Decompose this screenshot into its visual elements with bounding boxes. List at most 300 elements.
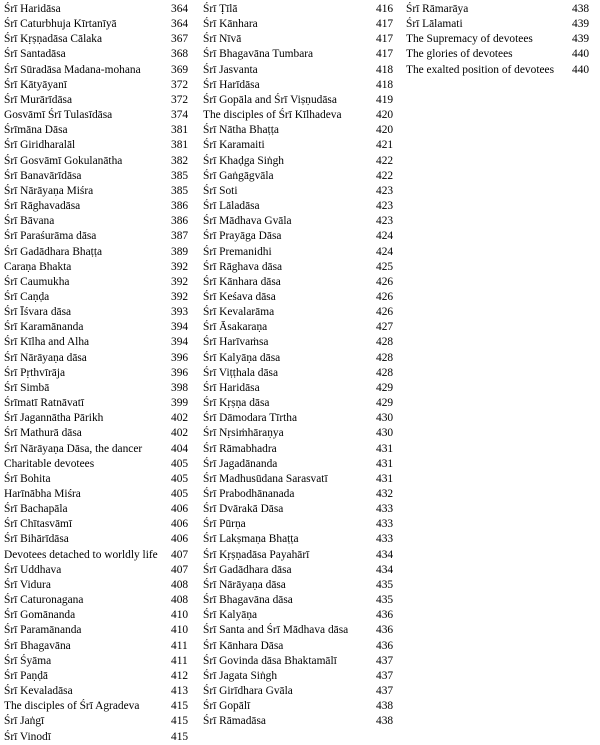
index-entry bbox=[203, 714, 406, 729]
entry-page: 416 bbox=[376, 3, 394, 15]
entry-page: 422 bbox=[376, 169, 394, 182]
index-entry bbox=[4, 411, 203, 426]
entry-page: 410 bbox=[171, 624, 189, 637]
entry-title: Śrī Gadādhara Bhaṭṭa bbox=[4, 245, 103, 258]
entry-page: 437 bbox=[376, 669, 394, 682]
index-entry bbox=[203, 108, 406, 123]
entry-page: 381 bbox=[171, 124, 189, 137]
entry-title: Śrīmatī Ratnāvatī bbox=[4, 397, 85, 410]
index-column-3 bbox=[406, 2, 600, 78]
index-entry bbox=[4, 730, 203, 745]
entry-page: 402 bbox=[171, 412, 189, 425]
index-entry bbox=[4, 366, 203, 381]
index-entry bbox=[4, 714, 203, 729]
entry-page: 420 bbox=[376, 124, 394, 137]
entry-page: 394 bbox=[171, 321, 189, 334]
entry-page: 435 bbox=[376, 594, 394, 607]
entry-page: 426 bbox=[376, 275, 394, 288]
entry-page: 428 bbox=[376, 366, 394, 379]
entry-title: Śrī Bachapāla bbox=[4, 503, 68, 516]
entry-title: Śrī Mādhava Gvāla bbox=[203, 215, 292, 228]
index-entry bbox=[203, 593, 406, 608]
entry-title: Śrī Pūrṇa bbox=[203, 518, 246, 531]
index-entry bbox=[4, 78, 203, 93]
entry-page: 404 bbox=[171, 442, 189, 455]
entry-page: 433 bbox=[376, 503, 394, 516]
index-entry bbox=[4, 593, 203, 608]
index-entry bbox=[203, 563, 406, 578]
index-entry bbox=[4, 47, 203, 62]
entry-page: 413 bbox=[171, 685, 189, 698]
index-entry bbox=[203, 154, 406, 169]
index-entry bbox=[406, 17, 600, 32]
index-entry bbox=[203, 396, 406, 411]
entry-title: Śrī Nārāyaṇa Miśra bbox=[4, 184, 94, 197]
entry-page: 418 bbox=[376, 63, 394, 76]
index-entry bbox=[203, 532, 406, 547]
entry-page: 434 bbox=[376, 548, 394, 561]
entry-page: 433 bbox=[376, 533, 394, 546]
entry-page: 437 bbox=[376, 685, 394, 698]
entry-page: 369 bbox=[171, 63, 189, 76]
index-entry bbox=[203, 548, 406, 563]
index-entry bbox=[4, 214, 203, 229]
entry-title: Śrī Kṛṣṇadāsa Payahārī bbox=[203, 548, 310, 561]
entry-page: 410 bbox=[171, 609, 189, 622]
index-entry bbox=[4, 2, 203, 17]
entry-title: Śrī Gopālī bbox=[203, 700, 251, 713]
entry-title: Śrī Īśvara dāsa bbox=[4, 306, 72, 319]
entry-title: Śrī Bhagavāna dāsa bbox=[203, 594, 293, 607]
entry-title: Śrī Paraśurāma dāsa bbox=[4, 230, 97, 243]
entry-page: 425 bbox=[376, 260, 394, 273]
index-entry bbox=[4, 608, 203, 623]
entry-title: Śrī Gomānanda bbox=[4, 609, 76, 622]
entry-title: Śrī Kevalarāma bbox=[203, 306, 275, 319]
entry-title: Śrī Santadāsa bbox=[4, 48, 66, 61]
index-entry bbox=[4, 472, 203, 487]
entry-title: Śrī Banavārīdāsa bbox=[4, 169, 82, 182]
entry-title: Śrī Gaṅgāgvāla bbox=[203, 169, 274, 182]
index-entry bbox=[203, 184, 406, 199]
index-entry bbox=[406, 63, 600, 78]
entry-page: 423 bbox=[376, 184, 394, 197]
entry-page: 392 bbox=[171, 290, 189, 303]
entry-page: 423 bbox=[376, 200, 394, 213]
entry-title: Śrī Gadādhara dāsa bbox=[203, 563, 292, 576]
entry-title: Śrī Khaḍga Siṅgh bbox=[203, 154, 284, 167]
index-entry bbox=[4, 563, 203, 578]
index-entry bbox=[4, 487, 203, 502]
entry-title: Śrī Kānhara Dāsa bbox=[203, 639, 284, 652]
index-entry bbox=[203, 578, 406, 593]
index-entry bbox=[203, 93, 406, 108]
entry-title: Gosvāmī Śrī Tulasīdāsa bbox=[4, 109, 113, 122]
entry-page: 436 bbox=[376, 639, 394, 652]
entry-title: Śrī Caturonagana bbox=[4, 594, 84, 607]
entry-title: Śrī Rāghava dāsa bbox=[203, 260, 283, 273]
entry-title: Śrīmāna Dāsa bbox=[4, 124, 68, 137]
entry-page: 434 bbox=[376, 563, 394, 576]
index-entry bbox=[4, 229, 203, 244]
entry-title: Śrī Caṇḍa bbox=[4, 290, 50, 303]
entry-title: Śrī Śyāma bbox=[4, 654, 52, 667]
entry-title: Śrī Chītasvāmī bbox=[4, 518, 73, 531]
entry-title: Śrī Gopāla and Śrī Viṣṇudāsa bbox=[203, 93, 337, 106]
index-entry bbox=[4, 639, 203, 654]
entry-title: Śrī Premanidhi bbox=[203, 245, 272, 258]
entry-page: 382 bbox=[171, 154, 189, 167]
entry-title: Śrī Āsakaraṇa bbox=[203, 321, 268, 334]
entry-page: 405 bbox=[171, 488, 189, 500]
entry-page: 393 bbox=[171, 306, 189, 319]
entry-title: Śrī Soti bbox=[203, 184, 238, 197]
entry-page: 419 bbox=[376, 93, 394, 106]
entry-title: Śrī Dvārakā Dāsa bbox=[203, 503, 284, 516]
index-entry bbox=[4, 32, 203, 47]
index-entry bbox=[4, 396, 203, 411]
index-entry bbox=[203, 63, 406, 78]
index-entry bbox=[203, 169, 406, 184]
index-entry bbox=[4, 108, 203, 123]
entry-title: Śrī Bhagavāna bbox=[4, 639, 71, 652]
index-entry bbox=[4, 335, 203, 350]
entry-page: 385 bbox=[171, 169, 189, 182]
entry-title: Śrī Harīdāsa bbox=[203, 78, 260, 91]
entry-title: Śrī Rāmadāsa bbox=[203, 715, 266, 728]
entry-title: Śrī Keśava dāsa bbox=[203, 290, 276, 303]
entry-title: Śrī Govinda dāsa Bhaktamālī bbox=[203, 654, 337, 667]
entry-page: 372 bbox=[171, 93, 189, 106]
index-entry bbox=[203, 669, 406, 684]
index-entry bbox=[203, 275, 406, 290]
entry-title: Śrī Murārīdāsa bbox=[4, 93, 73, 106]
index-entry bbox=[4, 123, 203, 138]
entry-page: 431 bbox=[376, 442, 394, 455]
entry-title: Śrī Rāmabhadra bbox=[203, 442, 277, 455]
entry-title: Śrī Kalyāṇa bbox=[203, 609, 258, 622]
entry-page: 429 bbox=[376, 397, 394, 410]
index-entry bbox=[4, 457, 203, 472]
entry-title: Śrī Bihārīdāsa bbox=[4, 533, 69, 546]
entry-page: 407 bbox=[171, 563, 189, 576]
entry-title: Śrī Jagata Siṅgh bbox=[203, 669, 278, 682]
entry-page: 389 bbox=[171, 245, 189, 258]
entry-page: 423 bbox=[376, 215, 394, 228]
entry-title: Śrī Lakṣmaṇa Bhaṭṭa bbox=[203, 533, 299, 546]
index-entry bbox=[4, 199, 203, 214]
index-entry bbox=[203, 654, 406, 669]
entry-title: Śrī Rāghavadāsa bbox=[4, 200, 81, 213]
index-entry bbox=[406, 2, 600, 17]
entry-page: 415 bbox=[171, 700, 189, 713]
entry-page: 411 bbox=[171, 654, 188, 667]
entry-page: 392 bbox=[171, 275, 189, 288]
entry-page: 431 bbox=[376, 457, 394, 470]
entry-title: Śrī Kānhara bbox=[203, 18, 258, 31]
entry-page: 417 bbox=[376, 18, 394, 31]
index-entry bbox=[203, 78, 406, 93]
index-entry bbox=[4, 169, 203, 184]
index-entry bbox=[203, 699, 406, 714]
index-entry bbox=[4, 669, 203, 684]
index-entry bbox=[4, 63, 203, 78]
entry-page: 426 bbox=[376, 290, 394, 303]
index-entry bbox=[4, 548, 203, 563]
index-entry bbox=[4, 320, 203, 335]
entry-page: 421 bbox=[376, 139, 394, 152]
entry-title: Śrī Vidura bbox=[4, 578, 51, 591]
index-entry bbox=[203, 335, 406, 350]
entry-page: 436 bbox=[376, 609, 394, 622]
entry-page: 431 bbox=[376, 472, 394, 485]
entry-title: Śrī Bāvana bbox=[4, 215, 55, 228]
entry-title: Śrī Harīvaṁsa bbox=[203, 336, 269, 349]
index-entry bbox=[203, 32, 406, 47]
entry-page: 364 bbox=[171, 18, 189, 31]
index-entry bbox=[203, 457, 406, 472]
entry-title: Śrī Dāmodara Tīrtha bbox=[203, 412, 298, 425]
index-entry bbox=[4, 699, 203, 714]
entry-title: Śrī Viṭṭhala dāsa bbox=[203, 366, 279, 379]
index-entry bbox=[4, 381, 203, 396]
index-entry bbox=[4, 245, 203, 260]
index-entry bbox=[203, 381, 406, 396]
entry-page: 424 bbox=[376, 230, 394, 243]
entry-title: Śrī Kātyāyanī bbox=[4, 78, 67, 91]
entry-page: 405 bbox=[171, 457, 189, 470]
entry-title: Śrī Paṇḍā bbox=[4, 669, 48, 682]
index-entry bbox=[4, 290, 203, 305]
index-entry bbox=[203, 214, 406, 229]
entry-page: 385 bbox=[171, 184, 189, 197]
index-entry bbox=[4, 154, 203, 169]
entry-title: The exalted position of devotees bbox=[406, 63, 555, 76]
entry-title: Śrī Giridharalāl bbox=[4, 139, 76, 152]
index-entry bbox=[203, 487, 406, 502]
entry-title: Śrī Kalyāṇa dāsa bbox=[203, 351, 281, 364]
index-entry bbox=[203, 320, 406, 335]
index-entry bbox=[4, 654, 203, 669]
entry-page: 436 bbox=[376, 624, 394, 637]
entry-page: 399 bbox=[171, 397, 189, 410]
entry-page: 398 bbox=[171, 381, 189, 394]
entry-title: Śrī Kṛṣṇadāsa Cālaka bbox=[4, 33, 103, 46]
entry-page: 396 bbox=[171, 366, 189, 379]
index-entry bbox=[4, 184, 203, 199]
entry-title: Śrī Sūradāsa Madana-mohana bbox=[4, 63, 141, 76]
entry-title: Śrī Karamaiti bbox=[203, 139, 265, 152]
index-entry bbox=[203, 517, 406, 532]
entry-page: 438 bbox=[376, 700, 394, 713]
entry-page: 406 bbox=[171, 503, 189, 516]
entry-page: 364 bbox=[171, 3, 189, 15]
index-entry bbox=[4, 426, 203, 441]
entry-page: 424 bbox=[376, 245, 394, 258]
entry-title: Śrī Karamānanda bbox=[4, 321, 84, 334]
index-entry bbox=[4, 578, 203, 593]
index-entry bbox=[4, 275, 203, 290]
entry-title: Śrī Gosvāmī Gokulanātha bbox=[4, 154, 123, 167]
index-entry bbox=[4, 532, 203, 547]
entry-title: Śrī Lālamati bbox=[406, 18, 463, 31]
index-entry bbox=[203, 17, 406, 32]
entry-page: 435 bbox=[376, 578, 394, 591]
index-entry bbox=[4, 502, 203, 517]
entry-title: Śrī Simbā bbox=[4, 381, 50, 394]
entry-page: 427 bbox=[376, 321, 394, 334]
entry-title: Śrī Jagadānanda bbox=[203, 457, 278, 470]
index-entry bbox=[203, 366, 406, 381]
entry-title: Śrī Nārāyaṇa dāsa bbox=[4, 351, 87, 364]
entry-title: Śrī Vinodī bbox=[4, 730, 51, 743]
entry-page: 386 bbox=[171, 200, 189, 213]
entry-title: Śrī Jasvanta bbox=[203, 63, 258, 76]
index-entry bbox=[203, 442, 406, 457]
entry-page: 440 bbox=[572, 63, 590, 76]
entry-page: 437 bbox=[376, 654, 394, 667]
entry-page: 402 bbox=[171, 427, 189, 440]
entry-title: Charitable devotees bbox=[4, 457, 95, 470]
entry-page: 439 bbox=[572, 33, 590, 46]
index-entry bbox=[203, 472, 406, 487]
index-entry bbox=[4, 684, 203, 699]
entry-page: 415 bbox=[171, 715, 189, 728]
entry-page: 420 bbox=[376, 109, 394, 122]
entry-page: 408 bbox=[171, 594, 189, 607]
entry-page: 433 bbox=[376, 518, 394, 531]
entry-page: 430 bbox=[376, 412, 394, 425]
entry-page: 396 bbox=[171, 351, 189, 364]
index-entry bbox=[203, 199, 406, 214]
entry-title: Śrī Prayāga Dāsa bbox=[203, 230, 282, 243]
index-entry bbox=[4, 260, 203, 275]
entry-title: Śrī Pṛthvīrāja bbox=[4, 366, 66, 379]
index-entry bbox=[203, 639, 406, 654]
index-entry bbox=[203, 138, 406, 153]
index-entry bbox=[203, 502, 406, 517]
entry-title: Śrī Uddhava bbox=[4, 563, 62, 576]
index-entry bbox=[406, 32, 600, 47]
entry-page: 381 bbox=[171, 139, 189, 152]
entry-title: Śrī Paramānanda bbox=[4, 624, 82, 637]
entry-title: Devotees detached to worldly life bbox=[4, 548, 158, 561]
index-entry bbox=[203, 608, 406, 623]
entry-page: 428 bbox=[376, 351, 394, 364]
index-entry bbox=[203, 47, 406, 62]
index-entry bbox=[4, 442, 203, 457]
entry-title: Śrī Rāmarāya bbox=[406, 3, 469, 15]
index-column-2 bbox=[203, 2, 406, 730]
index-entry bbox=[4, 138, 203, 153]
entry-title: Śrī Jagannātha Pārikh bbox=[4, 412, 104, 425]
entry-title: Śrī Caturbhuja Kīrtanīyā bbox=[4, 18, 117, 31]
entry-page: 438 bbox=[376, 715, 394, 728]
index-entry bbox=[203, 290, 406, 305]
entry-title: Harīnābha Miśra bbox=[4, 488, 81, 500]
entry-page: 387 bbox=[171, 230, 189, 243]
entry-page: 439 bbox=[572, 18, 590, 31]
entry-page: 407 bbox=[171, 548, 189, 561]
entry-title: Śrī Madhusūdana Sarasvatī bbox=[203, 472, 328, 485]
entry-title: Śrī Nṛsiṁhāraṇya bbox=[203, 427, 284, 440]
index-entry bbox=[203, 684, 406, 699]
entry-page: 428 bbox=[376, 336, 394, 349]
entry-title: Śrī Kṛṣṇa dāsa bbox=[203, 397, 270, 410]
entry-page: 440 bbox=[572, 48, 590, 61]
entry-title: Śrī Nārāyaṇa Dāsa, the dancer bbox=[4, 442, 143, 455]
index-entry bbox=[203, 123, 406, 138]
index-entry bbox=[203, 245, 406, 260]
index-column-1 bbox=[0, 2, 203, 745]
entry-title: The disciples of Śrī Agradeva bbox=[4, 700, 140, 713]
entry-title: Śrī Bhagavāna Tumbara bbox=[203, 48, 314, 61]
entry-title: The disciples of Śrī Kīlhadeva bbox=[203, 109, 342, 122]
index-entry bbox=[4, 517, 203, 532]
index-entry bbox=[203, 260, 406, 275]
entry-page: 411 bbox=[171, 639, 188, 652]
index-entry bbox=[203, 351, 406, 366]
entry-page: 412 bbox=[171, 669, 189, 682]
entry-page: 368 bbox=[171, 48, 189, 61]
index-entry bbox=[203, 411, 406, 426]
entry-title: Śrī Jaṅgī bbox=[4, 715, 45, 728]
entry-title: Śrī Prabodhānanada bbox=[203, 488, 295, 500]
entry-page: 438 bbox=[572, 3, 590, 15]
entry-page: 426 bbox=[376, 306, 394, 319]
entry-page: 367 bbox=[171, 33, 189, 46]
entry-title: The glories of devotees bbox=[406, 48, 513, 61]
entry-title: Śrī Kevaladāsa bbox=[4, 685, 73, 698]
entry-page: 408 bbox=[171, 578, 189, 591]
index-entry bbox=[4, 623, 203, 638]
entry-title: Śrī Santa and Śrī Mādhava dāsa bbox=[203, 624, 349, 637]
entry-title: Śrī Mathurā dāsa bbox=[4, 427, 82, 440]
entry-page: 415 bbox=[171, 730, 189, 743]
entry-page: 386 bbox=[171, 215, 189, 228]
index-entry bbox=[203, 426, 406, 441]
index-entry bbox=[4, 93, 203, 108]
index-entry bbox=[4, 17, 203, 32]
entry-page: 429 bbox=[376, 381, 394, 394]
entry-title: Śrī Bohita bbox=[4, 472, 51, 485]
entry-page: 392 bbox=[171, 260, 189, 273]
entry-page: 417 bbox=[376, 33, 394, 46]
index-entry bbox=[203, 623, 406, 638]
entry-title: Śrī Haridāsa bbox=[4, 3, 61, 15]
entry-title: Śrī Lāladāsa bbox=[203, 200, 260, 213]
entry-page: 372 bbox=[171, 78, 189, 91]
index-entry bbox=[203, 229, 406, 244]
index-entry bbox=[203, 305, 406, 320]
entry-title: Śrī Kīlha and Alha bbox=[4, 336, 90, 349]
entry-page: 405 bbox=[171, 472, 189, 485]
entry-page: 406 bbox=[171, 533, 189, 546]
entry-page: 418 bbox=[376, 78, 394, 91]
entry-page: 406 bbox=[171, 518, 189, 531]
entry-title: Śrī Nārāyaṇa dāsa bbox=[203, 578, 286, 591]
entry-title: Śrī Haridāsa bbox=[203, 381, 260, 394]
entry-page: 394 bbox=[171, 336, 189, 349]
entry-page: 432 bbox=[376, 488, 394, 500]
index-entry bbox=[203, 2, 406, 17]
index-entry bbox=[4, 351, 203, 366]
entry-title: Śrī Ṭīlā bbox=[203, 3, 238, 15]
entry-page: 417 bbox=[376, 48, 394, 61]
entry-title: Śrī Nātha Bhaṭṭa bbox=[203, 124, 279, 137]
index-entry bbox=[406, 47, 600, 62]
entry-title: Śrī Kānhara dāsa bbox=[203, 275, 281, 288]
